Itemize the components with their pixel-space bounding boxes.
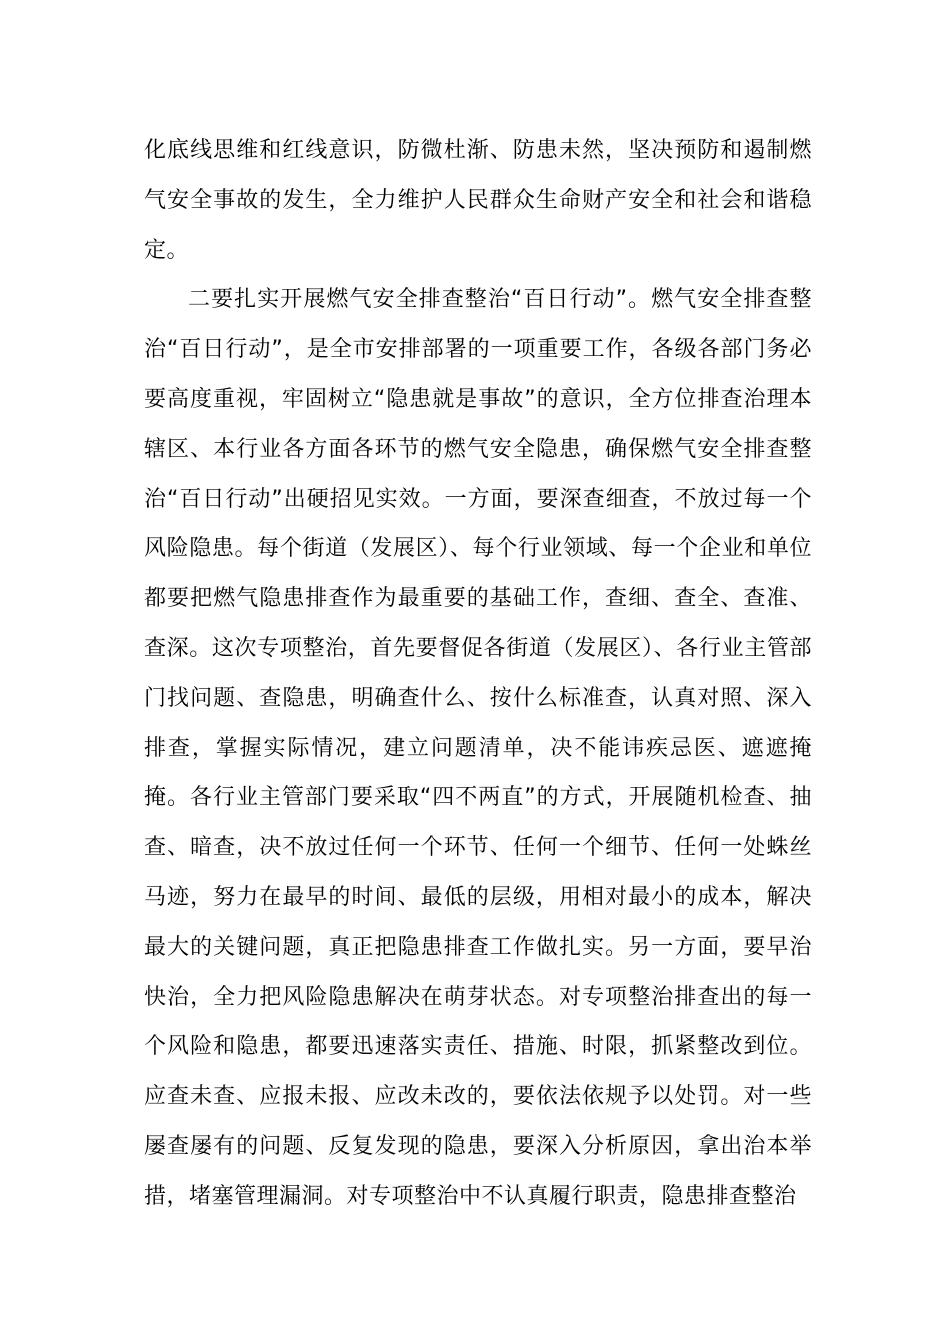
paragraph-continuation: 化底线思维和红线意识，防微杜渐、防患未然，坚决预防和遏制燃气安全事故的发生，全力维护人民群众生命财产安全和社会和谐稳定。 xyxy=(144,138,812,263)
document-body xyxy=(144,126,812,1222)
paragraph-hundred-day-action: 二要扎实开展燃气安全排查整治“百日行动”。燃气安全排查整治“百日行动”，是全市安排部署的一项重要工作，各级各部门务必要高度重视，牢固树立“隐患就是事故”的意识，全方位排查治理本辖区、本行业各方面各环节的燃气安全隐患，确保燃气安全排查整治“百日行动”出硬招见实效。一方面，要深查细查，不放过每一个风险隐患。每个街道（发展区）、每个行业领域、每一个企业和单位都要把燃气隐患排查作为最重要的基础工作，查细、查全、查准、查深。这次专项整治，首先要督促各街道（发展区）、各行业主管部门找问题、查隐患，明确查什么、按什么标准查，认真对照、深入排查，掌握实际情况，建立问题清单，决不能讳疾忌医、遮遮掩掩。各行业主管部门要采取“四不两直”的方式，开展随机检查、抽查、暗查，决不放过任何一个环节、任何一个细节、任何一处蛛丝马迹，努力在最早的时间、最低的层级，用相对最小的成本，解决最大的关键问题，真正把隐患排查工作做扎实。另一方面，要早治快治，全力把风险隐患解决在萌芽状态。对专项整治排查出的每一个风险和隐患，都要迅速落实责任、措施、时限，抓紧整改到位。应查未查、应报未报、应改未改的，要依法依规予以处罚。对一些屡查屡有的问题、反复发现的隐患，要深入分析原因，拿出治本举措，堵塞管理漏洞。对专项整治中不认真履行职责，隐患排查整治 xyxy=(144,287,812,1209)
